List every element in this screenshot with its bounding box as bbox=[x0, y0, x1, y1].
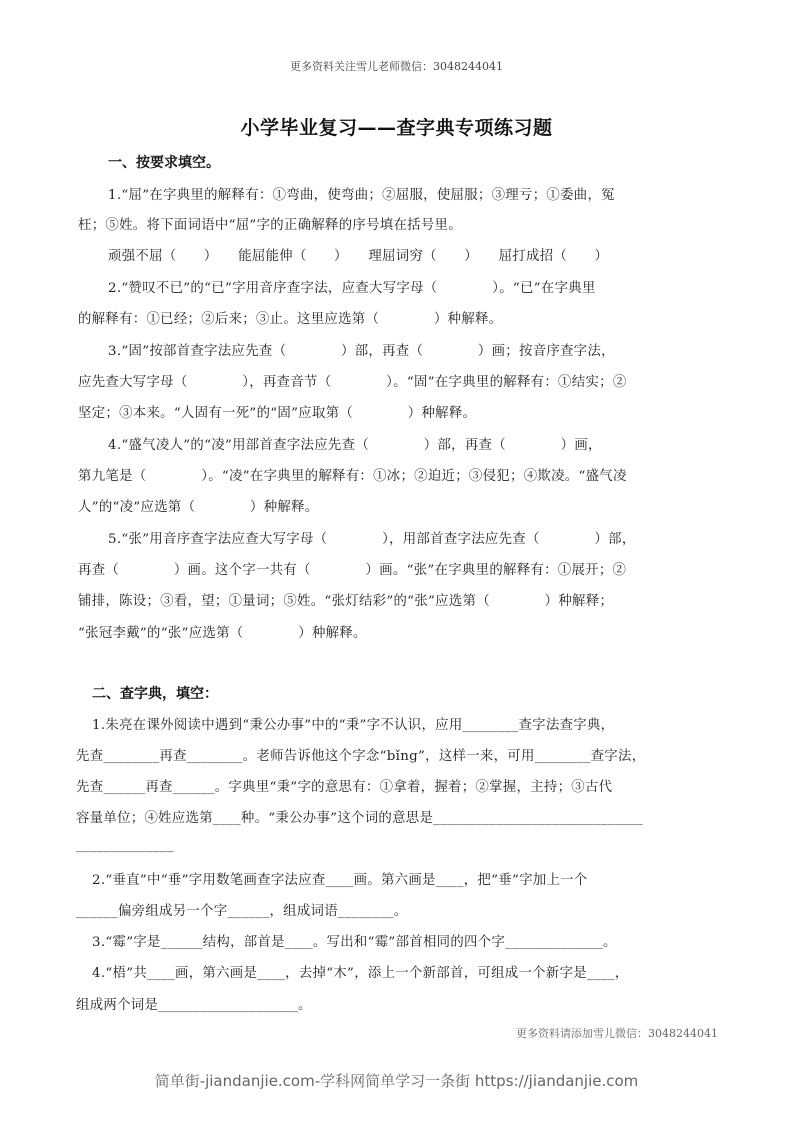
question-line: “张冠李戴”的“张”应选第（ ）种解释。 bbox=[78, 626, 367, 641]
section-1-heading: 一、按要求填空。 bbox=[108, 155, 220, 171]
question-line: 枉；⑤姓。将下面词语中“屈”字的正确解释的序号填在括号里。 bbox=[78, 218, 462, 233]
question-line: 应先查大写字母（ ），再查音节（ ）。“固”在字典里的解释有：①结实；② bbox=[78, 375, 627, 390]
question-line: 2.“垂直”中“垂”字用数笔画查字法应查____画。第六画是____，把“垂”字加上一个 bbox=[92, 873, 588, 888]
question-line: 坚定；③本来。“人固有一死”的“固”应取第（ ）种解释。 bbox=[78, 406, 477, 421]
header-note: 更多资料关注雪儿老师微信：3048244041 bbox=[290, 60, 503, 73]
question-line: 4.“盛气凌人”的“凌”用部首查字法应先查（ ）部，再查（ ）画， bbox=[108, 438, 602, 453]
question-line: 2.“赞叹不已”的“已”字用音序查字法，应查大写字母（ ）。“已”在字典里 bbox=[108, 281, 596, 296]
question-line: ______偏旁组成另一个字______，组成词语________。 bbox=[76, 904, 408, 919]
question-line: 先查________再查________。老师告诉他这个字念“bǐng”，这样一来，可用________查字法， bbox=[76, 749, 646, 764]
question-line: 1.朱亮在课外阅读中遇到“秉公办事”中的“秉”字不认识，应用________查字法查字典， bbox=[92, 718, 615, 733]
question-line: 组成两个词是____________________。 bbox=[76, 998, 312, 1013]
site-footer: 简单街-jiandanjie.com-学科网简单学习一条街 https://jiandanjie.com bbox=[154, 1072, 639, 1090]
question-line: 顽强不屈（ ） 能屈能伸（ ） 理屈词穷（ ） 屈打成招（ ） bbox=[108, 249, 609, 264]
question-line: ______________ bbox=[76, 838, 174, 853]
question-line: 先查______再查______。字典里“秉”字的意思有：①拿着，握着；②掌握，主持；③古代 bbox=[76, 780, 613, 795]
question-line: 容量单位；④姓应选第____种。“秉公办事”这个词的意思是______________________________ bbox=[76, 811, 644, 826]
question-line: 铺排，陈设；③看，望；①量词；⑤姓。“张灯结彩”的“张”应选第（ ）种解释； bbox=[78, 594, 614, 609]
question-line: 5.“张”用音序查字法应查大写字母（ ），用部首查字法应先查（ ）部， bbox=[108, 532, 636, 547]
question-line: 再查（ ）画。这个字一共有（ ）画。“张”在字典里的解释有：①展开；② bbox=[78, 563, 627, 578]
footer-note: 更多资料请添加雪儿微信：3048244041 bbox=[516, 1027, 718, 1040]
section-2-heading: 二、查字典，填空： bbox=[92, 686, 218, 702]
question-line: 3.“固”按部首查字法应先查（ ）部，再查（ ）画；按音序查字法， bbox=[108, 344, 615, 359]
question-line: 1.“屈”在字典里的解释有：①弯曲，使弯曲；②屈服，使屈服；③理亏；①委曲，冤 bbox=[108, 188, 615, 203]
question-line: 4.“梧”共____画，第六画是____，去掉“木”，添上一个新部首，可组成一个新字是____， bbox=[92, 966, 629, 981]
page-title: 小学毕业复习——查字典专项练习题 bbox=[240, 117, 553, 139]
question-line: 第九笔是（ ）。“凌”在字典里的解释有：①冰；②迫近；③侵犯；④欺凌。“盛气凌 bbox=[78, 469, 627, 484]
question-line: 3.“霉”字是______结构，部首是____。写出和“霉”部首相同的四个字______________。 bbox=[92, 935, 617, 950]
question-line: 人”的“凌”应选第（ ）种解释。 bbox=[78, 500, 319, 515]
question-line: 的解释有：①已经；②后来；③止。这里应选第（ ）种解释。 bbox=[78, 312, 503, 327]
